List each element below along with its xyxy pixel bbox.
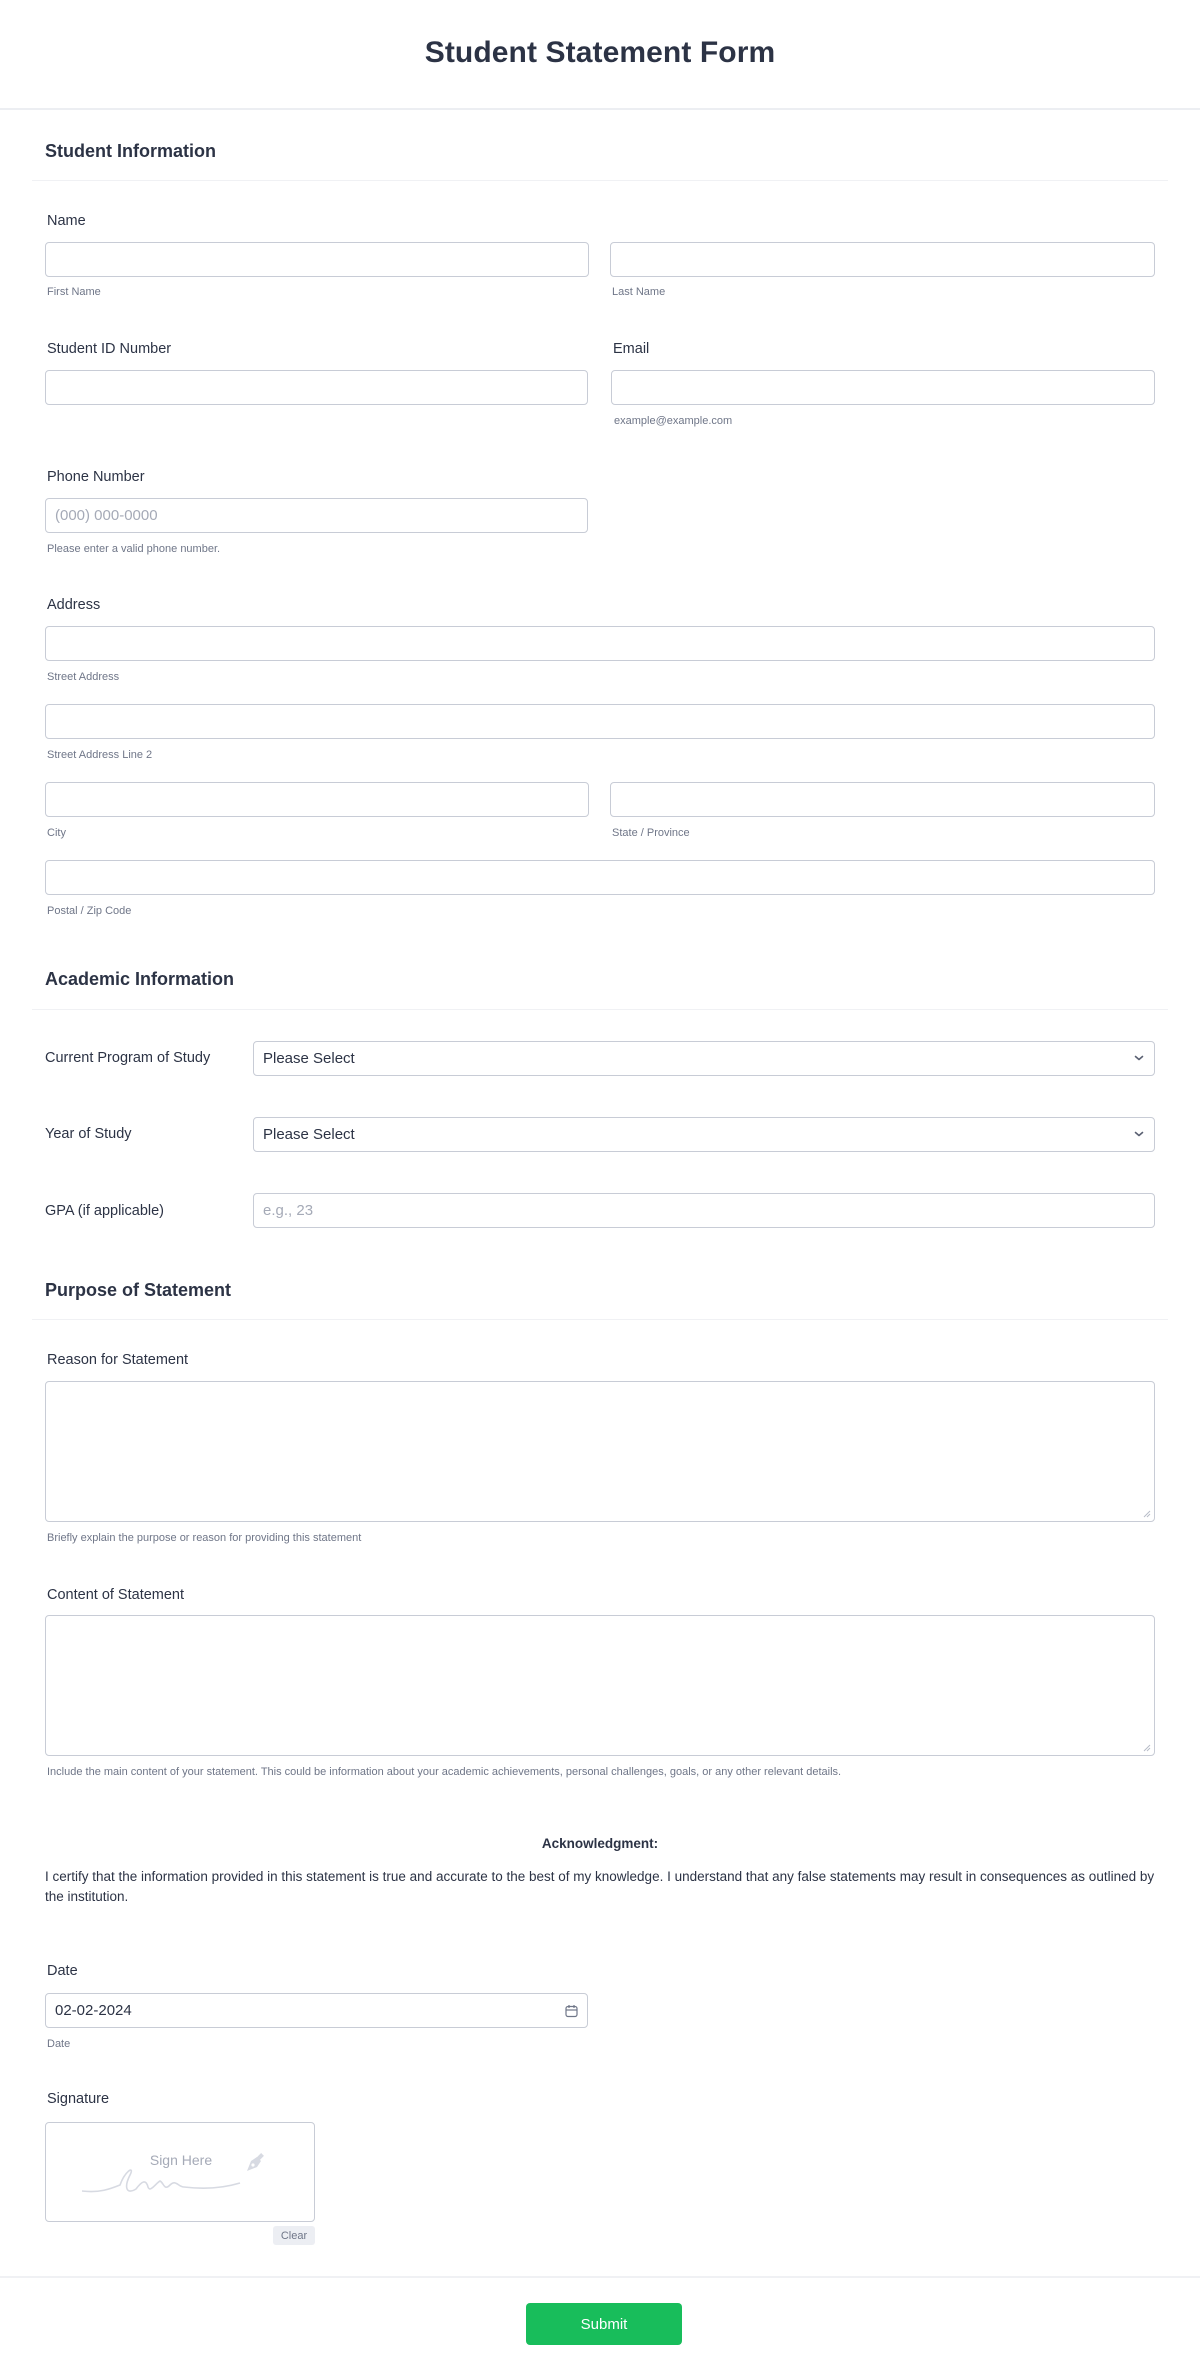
date-label: Date (47, 1963, 78, 1979)
content-textarea[interactable] (45, 1615, 1155, 1756)
gpa-input[interactable]: e.g., 23 (253, 1193, 1155, 1228)
state-input[interactable] (610, 782, 1155, 817)
form-title: Student Statement Form (424, 36, 776, 69)
year-select[interactable]: Please Select (253, 1117, 1155, 1152)
address-label: Address (47, 597, 101, 613)
calendar-icon[interactable] (565, 2004, 578, 2018)
postal-code-sublabel: Postal / Zip Code (47, 905, 132, 917)
section-divider (32, 1009, 1168, 1010)
year-label: Year of Study (45, 1126, 132, 1142)
program-label: Current Program of Study (45, 1050, 211, 1066)
city-input[interactable] (45, 782, 589, 817)
section-title-academic-information: Academic Information (45, 969, 235, 989)
first-name-sublabel: First Name (47, 286, 101, 298)
student-id-input[interactable] (45, 370, 588, 405)
email-label: Email (613, 341, 650, 357)
clear-signature-button[interactable]: Clear (273, 2226, 315, 2245)
footer-divider (0, 2276, 1200, 2278)
form-header (0, 0, 1200, 110)
student-id-label: Student ID Number (47, 341, 172, 357)
street-address-line2-input[interactable] (45, 704, 1155, 739)
date-sublabel: Date (47, 2038, 71, 2050)
gpa-label: GPA (if applicable) (45, 1203, 165, 1219)
street-address-sublabel: Street Address (47, 671, 120, 683)
resize-handle-icon[interactable] (1143, 1510, 1151, 1518)
street-address-input[interactable] (45, 626, 1155, 661)
chevron-down-icon (1134, 1129, 1144, 1139)
email-sublabel: example@example.com (614, 415, 733, 427)
state-sublabel: State / Province (612, 827, 690, 839)
name-label: Name (47, 213, 86, 229)
chevron-down-icon (1134, 1053, 1144, 1063)
reason-textarea[interactable] (45, 1381, 1155, 1522)
resize-handle-icon[interactable] (1143, 1744, 1151, 1752)
phone-label: Phone Number (47, 469, 145, 485)
signature-label: Signature (47, 2091, 110, 2107)
last-name-input[interactable] (610, 242, 1155, 277)
submit-button[interactable]: Submit (526, 2303, 682, 2345)
section-title-purpose-of-statement: Purpose of Statement (45, 1280, 232, 1300)
email-input[interactable] (611, 370, 1155, 405)
section-title-student-information: Student Information (45, 141, 216, 161)
section-divider (32, 1319, 1168, 1320)
signature-pad[interactable] (45, 2122, 315, 2222)
postal-code-input[interactable] (45, 860, 1155, 895)
program-select[interactable]: Please Select (253, 1041, 1155, 1076)
date-input[interactable]: 02-02-2024 (45, 1993, 588, 2028)
section-divider (32, 180, 1168, 181)
street-address-line2-sublabel: Street Address Line 2 (47, 749, 153, 761)
content-label: Content of Statement (47, 1587, 185, 1603)
pen-nib-icon (243, 2151, 267, 2175)
reason-sublabel: Briefly explain the purpose or reason for providing this statement (47, 1532, 362, 1544)
acknowledgment-title: Acknowledgment: (541, 1836, 659, 1851)
first-name-input[interactable] (45, 242, 589, 277)
last-name-sublabel: Last Name (612, 286, 666, 298)
phone-sublabel: Please enter a valid phone number. (47, 543, 221, 555)
city-sublabel: City (47, 827, 66, 839)
content-sublabel: Include the main content of your statement. This could be information about your academic achievements, personal challenges, goals, or any other relevant details. (47, 1766, 842, 1778)
sign-here-placeholder: Sign Here (149, 2152, 213, 2168)
reason-label: Reason for Statement (47, 1352, 189, 1368)
phone-input[interactable]: (000) 000-0000 (45, 498, 588, 533)
acknowledgment-text: I certify that the information provided in this statement is true and accurate to the best of my knowledge. I understand that any false statements may result in consequences as outlined by the institution. (45, 1869, 1155, 1904)
